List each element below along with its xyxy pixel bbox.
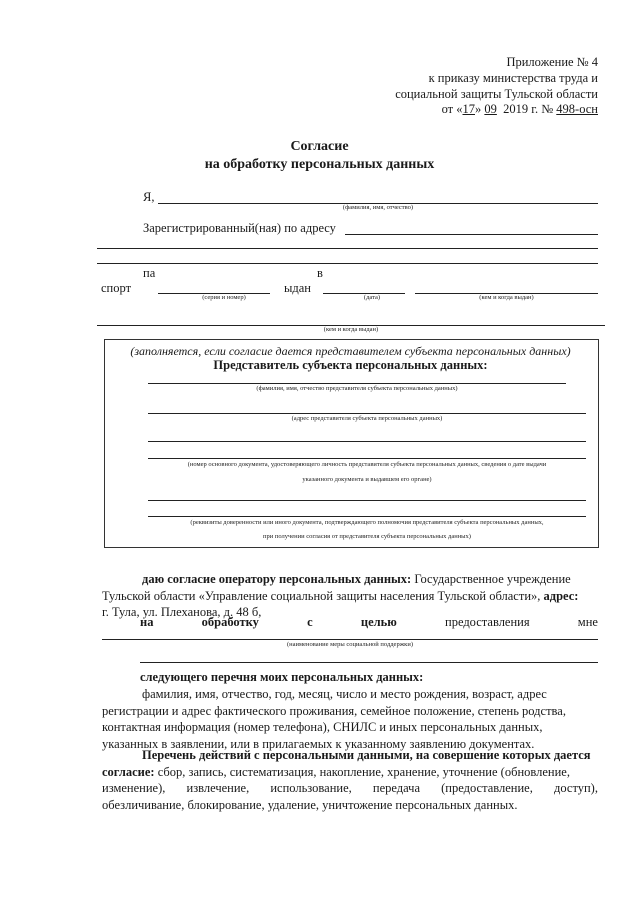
appendix-number: Приложение № 4	[506, 55, 598, 69]
order-number: 498-осн	[556, 102, 598, 116]
fio-caption: (фамилия, имя, отчество)	[342, 204, 414, 211]
registered-label: Зарегистрированный(ная) по адресу	[143, 221, 336, 235]
rep-proxy-field-1[interactable]	[148, 500, 586, 501]
actions-consent-bold: согласие:	[102, 764, 155, 779]
rep-address-field[interactable]	[148, 413, 586, 414]
purpose-word-4: целью	[360, 615, 397, 629]
order-year: 2019 г. №	[503, 102, 554, 116]
purpose-word-6: мне	[577, 615, 598, 629]
passport-label-top: па	[143, 266, 156, 280]
document-subtitle: на обработку персональных данных	[204, 157, 435, 172]
purpose-line	[140, 615, 598, 630]
rep-proxy-caption-1: (реквизиты доверенности или иного документа, подтверждающего полномочия представителя субъекта персональных данных,	[190, 519, 544, 526]
operator-name-1: Государственное учреждение	[411, 572, 571, 586]
ya-label: Я,	[143, 190, 155, 204]
issued-label-bottom: ыдан	[284, 281, 311, 295]
rep-address-caption: (адрес представителя субъекта персональных данных)	[291, 415, 443, 422]
order-date-number	[442, 102, 598, 117]
rep-doc-field-2[interactable]	[148, 458, 586, 459]
actions-line-1: согласие: сбор, запись, систематизация, накопление, хранение, уточнение (обновление,	[102, 764, 570, 779]
data-list-line-1: фамилия, имя, отчество, год, месяц, число и место рождения, возраст, адрес	[142, 687, 547, 701]
measure-field[interactable]	[102, 639, 598, 640]
data-list-heading: следующего перечня моих персональных данных:	[140, 670, 424, 684]
issued-by-caption-2: (кем и когда выдан)	[323, 326, 379, 333]
rep-doc-caption-1: (номер основного документа, удостоверяющего личность представителя субъекта персональных данных, сведения о дате выдачи	[187, 461, 547, 468]
operator-line-3: г. Тула, ул. Плеханова, д. 48 б,	[102, 605, 262, 619]
date-caption: (дата)	[363, 294, 381, 301]
data-list-line-4: указанных в заявлении, или в прилагаемых к указанному заявлению документах.	[102, 736, 535, 751]
ministry-name: социальной защиты Тульской области	[395, 87, 598, 101]
order-month: 09	[484, 102, 497, 116]
operator-line-1	[102, 571, 598, 588]
issued-label-top: в	[317, 266, 323, 280]
address-field-2[interactable]	[97, 248, 598, 249]
purpose-word-3: с	[307, 615, 313, 629]
order-day: 17	[462, 102, 475, 116]
passport-label-bottom: спорт	[101, 281, 132, 295]
actions-line-3: обезличивание, блокирование, удаление, уничтожение персональных данных.	[102, 797, 518, 812]
order-reference: к приказу министерства труда и	[428, 71, 598, 85]
measure-field-2[interactable]	[140, 662, 598, 663]
data-list-paragraph	[102, 686, 598, 752]
operator-consent-bold: даю согласие оператору персональных данных:	[142, 572, 412, 586]
operator-line-2: Тульской области «Управление социальной защиты населения Тульской области», адрес:	[102, 588, 579, 603]
rep-proxy-caption-2: при получении согласия от представителя субъекта персональных данных)	[263, 533, 471, 540]
data-list-line-3: контактная информация (номер телефона), СНИЛС и иных персональных данных,	[102, 720, 543, 734]
rep-fio-caption: (фамилия, имя, отчество представителя субъекта персональных данных)	[256, 385, 458, 392]
rep-doc-caption-2: указанного документа и выдавшем его органе)	[302, 476, 432, 483]
document-title: Согласие	[290, 139, 349, 154]
measure-caption: (наименование меры социальной поддержки)	[287, 641, 413, 648]
operator-paragraph	[102, 571, 598, 621]
actions-line-2: изменение), извлечение, использование, передача (предоставление, доступ),	[102, 781, 598, 795]
date-mid: »	[475, 102, 485, 116]
issued-by-caption: (кем и когда выдан)	[479, 294, 534, 301]
date-prefix: от «	[441, 102, 463, 116]
representative-heading: Представитель субъекта персональных данных:	[213, 358, 488, 372]
address-field-3[interactable]	[97, 263, 598, 264]
rep-doc-field-1[interactable]	[148, 441, 586, 442]
address-field-1[interactable]	[345, 234, 598, 235]
data-list-line-2: регистрации и адрес фактического проживания, семейное положение, степень родства,	[102, 703, 566, 718]
rep-proxy-field-2[interactable]	[148, 516, 586, 517]
purpose-word-5: предоставления	[445, 615, 530, 629]
actions-paragraph	[102, 747, 598, 813]
actions-heading-line: Перечень действий с персональными данными, на совершение которых дается	[142, 748, 591, 762]
rep-fio-field[interactable]	[148, 383, 566, 384]
series-caption: (серия и номер)	[202, 294, 246, 301]
purpose-word-1: на	[140, 615, 154, 629]
address-bold: адрес:	[540, 588, 579, 603]
representative-note: (заполняется, если согласие дается представителем субъекта персональных данных)	[130, 344, 571, 358]
purpose-word-2: обработку	[201, 615, 259, 629]
